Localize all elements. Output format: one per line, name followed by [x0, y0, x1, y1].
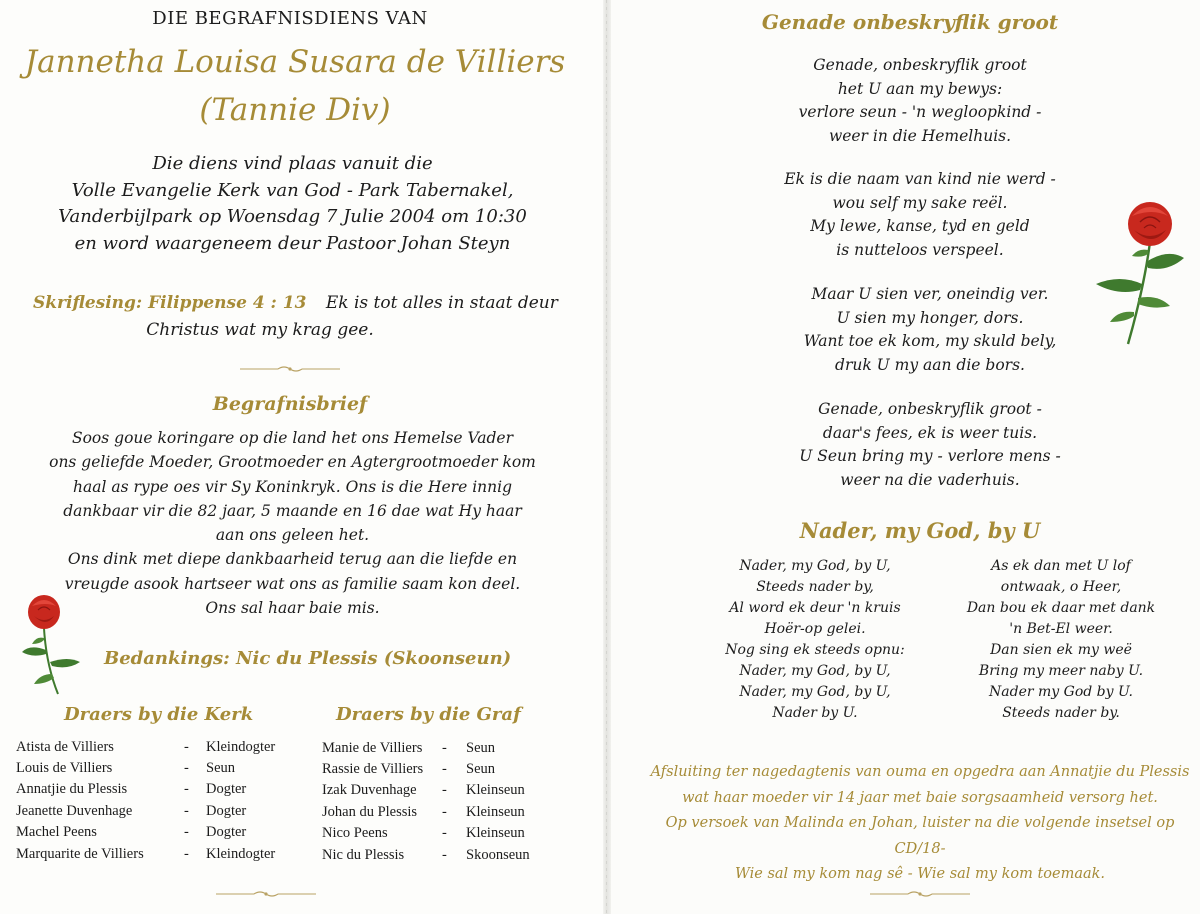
scripture-text-cont: Christus wat my krag gee.: [146, 320, 374, 340]
deceased-nickname: (Tannie Div): [199, 92, 391, 128]
scripture-reading: [33, 293, 593, 313]
scripture-label: Skriflesing: Filippense 4 : 13: [33, 293, 307, 313]
verse-line: Ek is die naam van kind nie werd -: [784, 170, 1056, 188]
scripture-text: Ek is tot alles in staat deur: [325, 293, 558, 313]
verse-line: Bring my meer naby U.: [978, 663, 1144, 679]
letter-line: Ons dink met diepe dankbaarheid terug aan die liefde en: [67, 550, 518, 569]
closing-line: Afsluiting ter nagedagtenis van ouma en opgedra aan Annatjie du Plessis: [650, 764, 1190, 780]
service-line: en word waargeneem deur Pastoor Johan Steyn: [74, 232, 511, 254]
verse-line: wou self my sake reël.: [832, 193, 1008, 212]
verse-line: verlore seun - 'n wegloopkind -: [798, 103, 1042, 121]
letter-heading: Begrafnisbrief: [212, 393, 368, 415]
funeral-letter: [10, 426, 575, 620]
verse-line: Steeds nader by.: [1002, 705, 1120, 721]
verse-line: Nader my God by U.: [989, 684, 1133, 700]
verse-line: Al word ek deur 'n kruis: [729, 600, 901, 616]
verse-line: Dan bou ek daar met dank: [966, 600, 1156, 616]
verse-line: Dan sien ek my weë: [990, 642, 1132, 658]
verse-line: Maar U sien ver, oneindig ver.: [811, 285, 1049, 303]
letter-line: vreugde asook hartseer wat ons as familie saam kon deel.: [64, 574, 521, 593]
closing-line: Op versoek van Malinda en Johan, luister na die volgende insetsel op CD/18-: [665, 815, 1175, 857]
deceased-name: Jannetha Louisa Susara de Villiers: [24, 44, 566, 80]
rose-icon: [16, 594, 88, 702]
hymn1-verse-3: [780, 283, 1080, 377]
verse-line: Nader, my God, by U,: [739, 684, 891, 700]
grave-bearers-heading: Draers by die Graf: [336, 704, 521, 725]
hymn1-verse-4: [780, 398, 1080, 492]
fold-line: [606, 0, 607, 914]
verse-line: Nader, my God, by U,: [739, 558, 891, 574]
service-header: DIE BEGRAFNISDIENS VAN: [152, 8, 428, 29]
verse-line: U Seun bring my - verlore mens -: [799, 447, 1061, 465]
verse-line: Nader, my God, by U,: [739, 663, 891, 679]
hymn1-verse-2: [770, 168, 1070, 262]
ornament-divider: [216, 890, 316, 898]
verse-line: U sien my honger, dors.: [836, 308, 1024, 327]
letter-line: haal as rype oes vir Sy Koninkryk. Ons is die Here innig: [72, 477, 512, 496]
grave-bearers-list: Manie de Villiers - Seun Rassie de Villiers - Seun Izak Duvenhage - Kleinseun Johan du Plessis - Kleinseun Nico Peens - Kleinseun Nic du Plessis - Skoonseun: [322, 740, 530, 863]
verse-line: weer na die vaderhuis.: [840, 470, 1020, 489]
verse-line: My lewe, kanse, tyd en geld: [810, 217, 1030, 235]
church-bearers-heading: Draers by die Kerk: [64, 704, 254, 725]
verse-line: weer in die Hemelhuis.: [828, 126, 1012, 145]
ornament-divider: [870, 890, 970, 898]
verse-line: is nutteloos verspeel.: [836, 240, 1004, 259]
service-details: [0, 151, 585, 257]
service-line: Vanderbijlpark op Woensdag 7 Julie 2004 om 10:30: [58, 206, 527, 227]
letter-line: Soos goue koringare op die land het ons Hemelse Vader: [71, 429, 514, 447]
closing-line: Wie sal my kom nag sê - Wie sal my kom toemaak.: [734, 866, 1106, 882]
closing-line: wat haar moeder vir 14 jaar met baie sorgsaamheid versorg het.: [682, 789, 1158, 806]
rose-icon: [1088, 198, 1188, 352]
thanks-text: Bedankings: Nic du Plessis (Skoonseun): [104, 648, 512, 669]
closing-note: [640, 760, 1200, 888]
ornament-divider: [240, 365, 340, 373]
hymn2-column-1: [700, 556, 930, 724]
verse-line: Want toe ek kom, my skuld bely,: [803, 332, 1057, 350]
verse-line: 'n Bet-El weer.: [1009, 621, 1113, 637]
verse-line: druk U my aan die bors.: [835, 355, 1025, 374]
verse-line: Nader by U.: [772, 705, 858, 721]
verse-line: het U aan my bewys:: [837, 79, 1003, 98]
verse-line: Genade, onbeskryflik groot -: [818, 400, 1042, 418]
verse-line: ontwaak, o Heer,: [1000, 579, 1122, 595]
letter-line: Ons sal haar baie mis.: [205, 599, 380, 618]
verse-line: Nog sing ek steeds opnu:: [725, 642, 905, 658]
letter-line: dankbaar vir die 82 jaar, 5 maande en 16 dae wat Hy haar: [63, 501, 522, 520]
letter-line: aan ons geleen het.: [215, 526, 370, 545]
verse-line: Hoër-op gelei.: [764, 621, 866, 637]
hymn2-title: Nader, my God, by U: [799, 518, 1041, 543]
hymn2-column-2: [946, 556, 1176, 724]
letter-line: ons geliefde Moeder, Grootmoeder en Agtergrootmoeder kom: [49, 453, 536, 472]
verse-line: As ek dan met U lof: [991, 558, 1131, 574]
hymn1-title: Genade onbeskryflik groot: [761, 10, 1059, 34]
verse-line: Genade, onbeskryflik groot: [813, 56, 1027, 74]
service-line: Volle Evangelie Kerk van God - Park Tabernakel,: [71, 179, 514, 201]
church-bearers-list: Atista de Villiers - Kleindogter Louis de Villiers - Seun Annatjie du Plessis - Dogter Jeanette Duvenhage - Dogter Machel Peens - Dogter Marquarite de Villiers - Kleindogter: [16, 739, 276, 862]
fold-shadow: [603, 0, 611, 914]
hymn1-verse-1: [770, 54, 1070, 148]
verse-line: Steeds nader by,: [756, 579, 874, 595]
service-line: Die diens vind plaas vanuit die: [152, 153, 433, 174]
verse-line: daar's fees, ek is weer tuis.: [822, 423, 1038, 442]
